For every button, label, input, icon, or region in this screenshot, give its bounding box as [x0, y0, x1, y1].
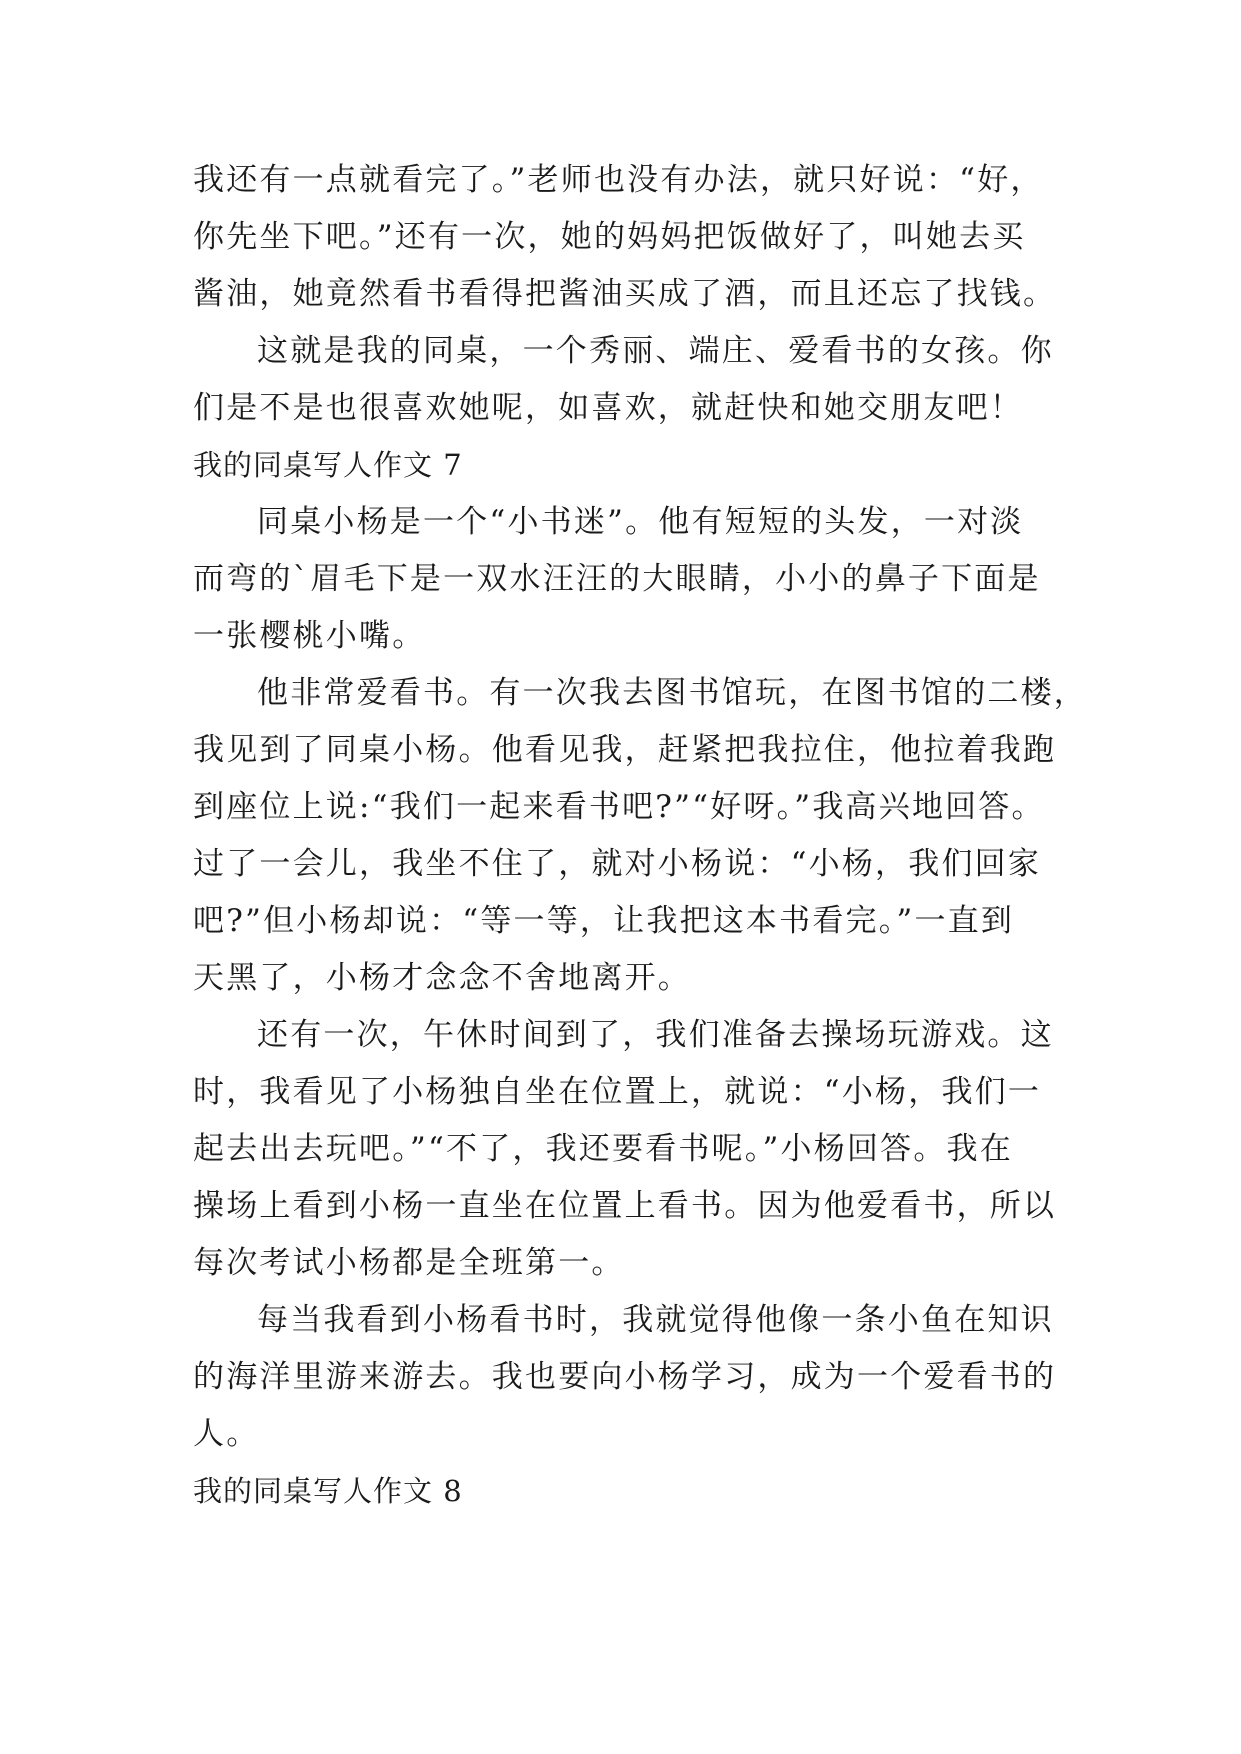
paragraph-line: 们是不是也很喜欢她呢，如喜欢，就赶快和她交朋友吧！ [193, 390, 1023, 426]
paragraph-line: 我还有一点就看完了。”老师也没有办法，就只好说：“好， [193, 162, 1044, 198]
paragraph-line: 酱油，她竟然看书看得把酱油买成了酒，而且还忘了找钱。 [193, 276, 1057, 312]
section-heading: 我的同桌写人作文 7 [193, 448, 463, 482]
paragraph-line: 而弯的`眉毛下是一双水汪汪的大眼睛，小小的鼻子下面是 [193, 561, 1041, 597]
paragraph-line: 吧?”但小杨却说：“等一等，让我把这本书看完。”一直到 [193, 903, 1015, 939]
paragraph-line: 人。 [193, 1416, 260, 1452]
paragraph-line: 你先坐下吧。”还有一次，她的妈妈把饭做好了，叫她去买 [193, 219, 1026, 255]
paragraph-first-line: 这就是我的同桌，一个秀丽、端庄、爱看书的女孩。你 [257, 333, 1054, 369]
paragraph-line: 时，我看见了小杨独自坐在位置上，就说：“小杨，我们一 [193, 1074, 1042, 1110]
paragraph-line: 起去出去玩吧。”“不了，我还要看书呢。”小杨回答。我在 [193, 1131, 1013, 1167]
paragraph-first-line: 每当我看到小杨看书时，我就觉得他像一条小鱼在知识 [257, 1302, 1054, 1338]
paragraph-line: 到座位上说:“我们一起来看书吧?”“好呀。”我高兴地回答。 [193, 789, 1045, 825]
paragraph-first-line: 还有一次，午休时间到了，我们准备去操场玩游戏。这 [257, 1017, 1054, 1053]
paragraph-first-line: 他非常爱看书。有一次我去图书馆玩，在图书馆的二楼， [257, 675, 1087, 711]
paragraph-line: 天黑了，小杨才念念不舍地离开。 [193, 960, 691, 996]
paragraph-line: 一张樱桃小嘴。 [193, 618, 426, 654]
paragraph-line: 每次考试小杨都是全班第一。 [193, 1245, 625, 1281]
paragraph-line: 过了一会儿，我坐不住了，就对小杨说：“小杨，我们回家 [193, 846, 1042, 882]
paragraph-line: 的海洋里游来游去。我也要向小杨学习，成为一个爱看书的 [193, 1359, 1057, 1395]
paragraph-line: 我见到了同桌小杨。他看见我，赶紧把我拉住，他拉着我跑 [193, 732, 1057, 768]
paragraph-line: 操场上看到小杨一直坐在位置上看书。因为他爱看书，所以 [193, 1188, 1057, 1224]
paragraph-first-line: 同桌小杨是一个“小书迷”。他有短短的头发，一对淡 [257, 504, 1024, 540]
section-heading: 我的同桌写人作文 8 [193, 1474, 463, 1508]
document-body [193, 152, 1087, 1520]
